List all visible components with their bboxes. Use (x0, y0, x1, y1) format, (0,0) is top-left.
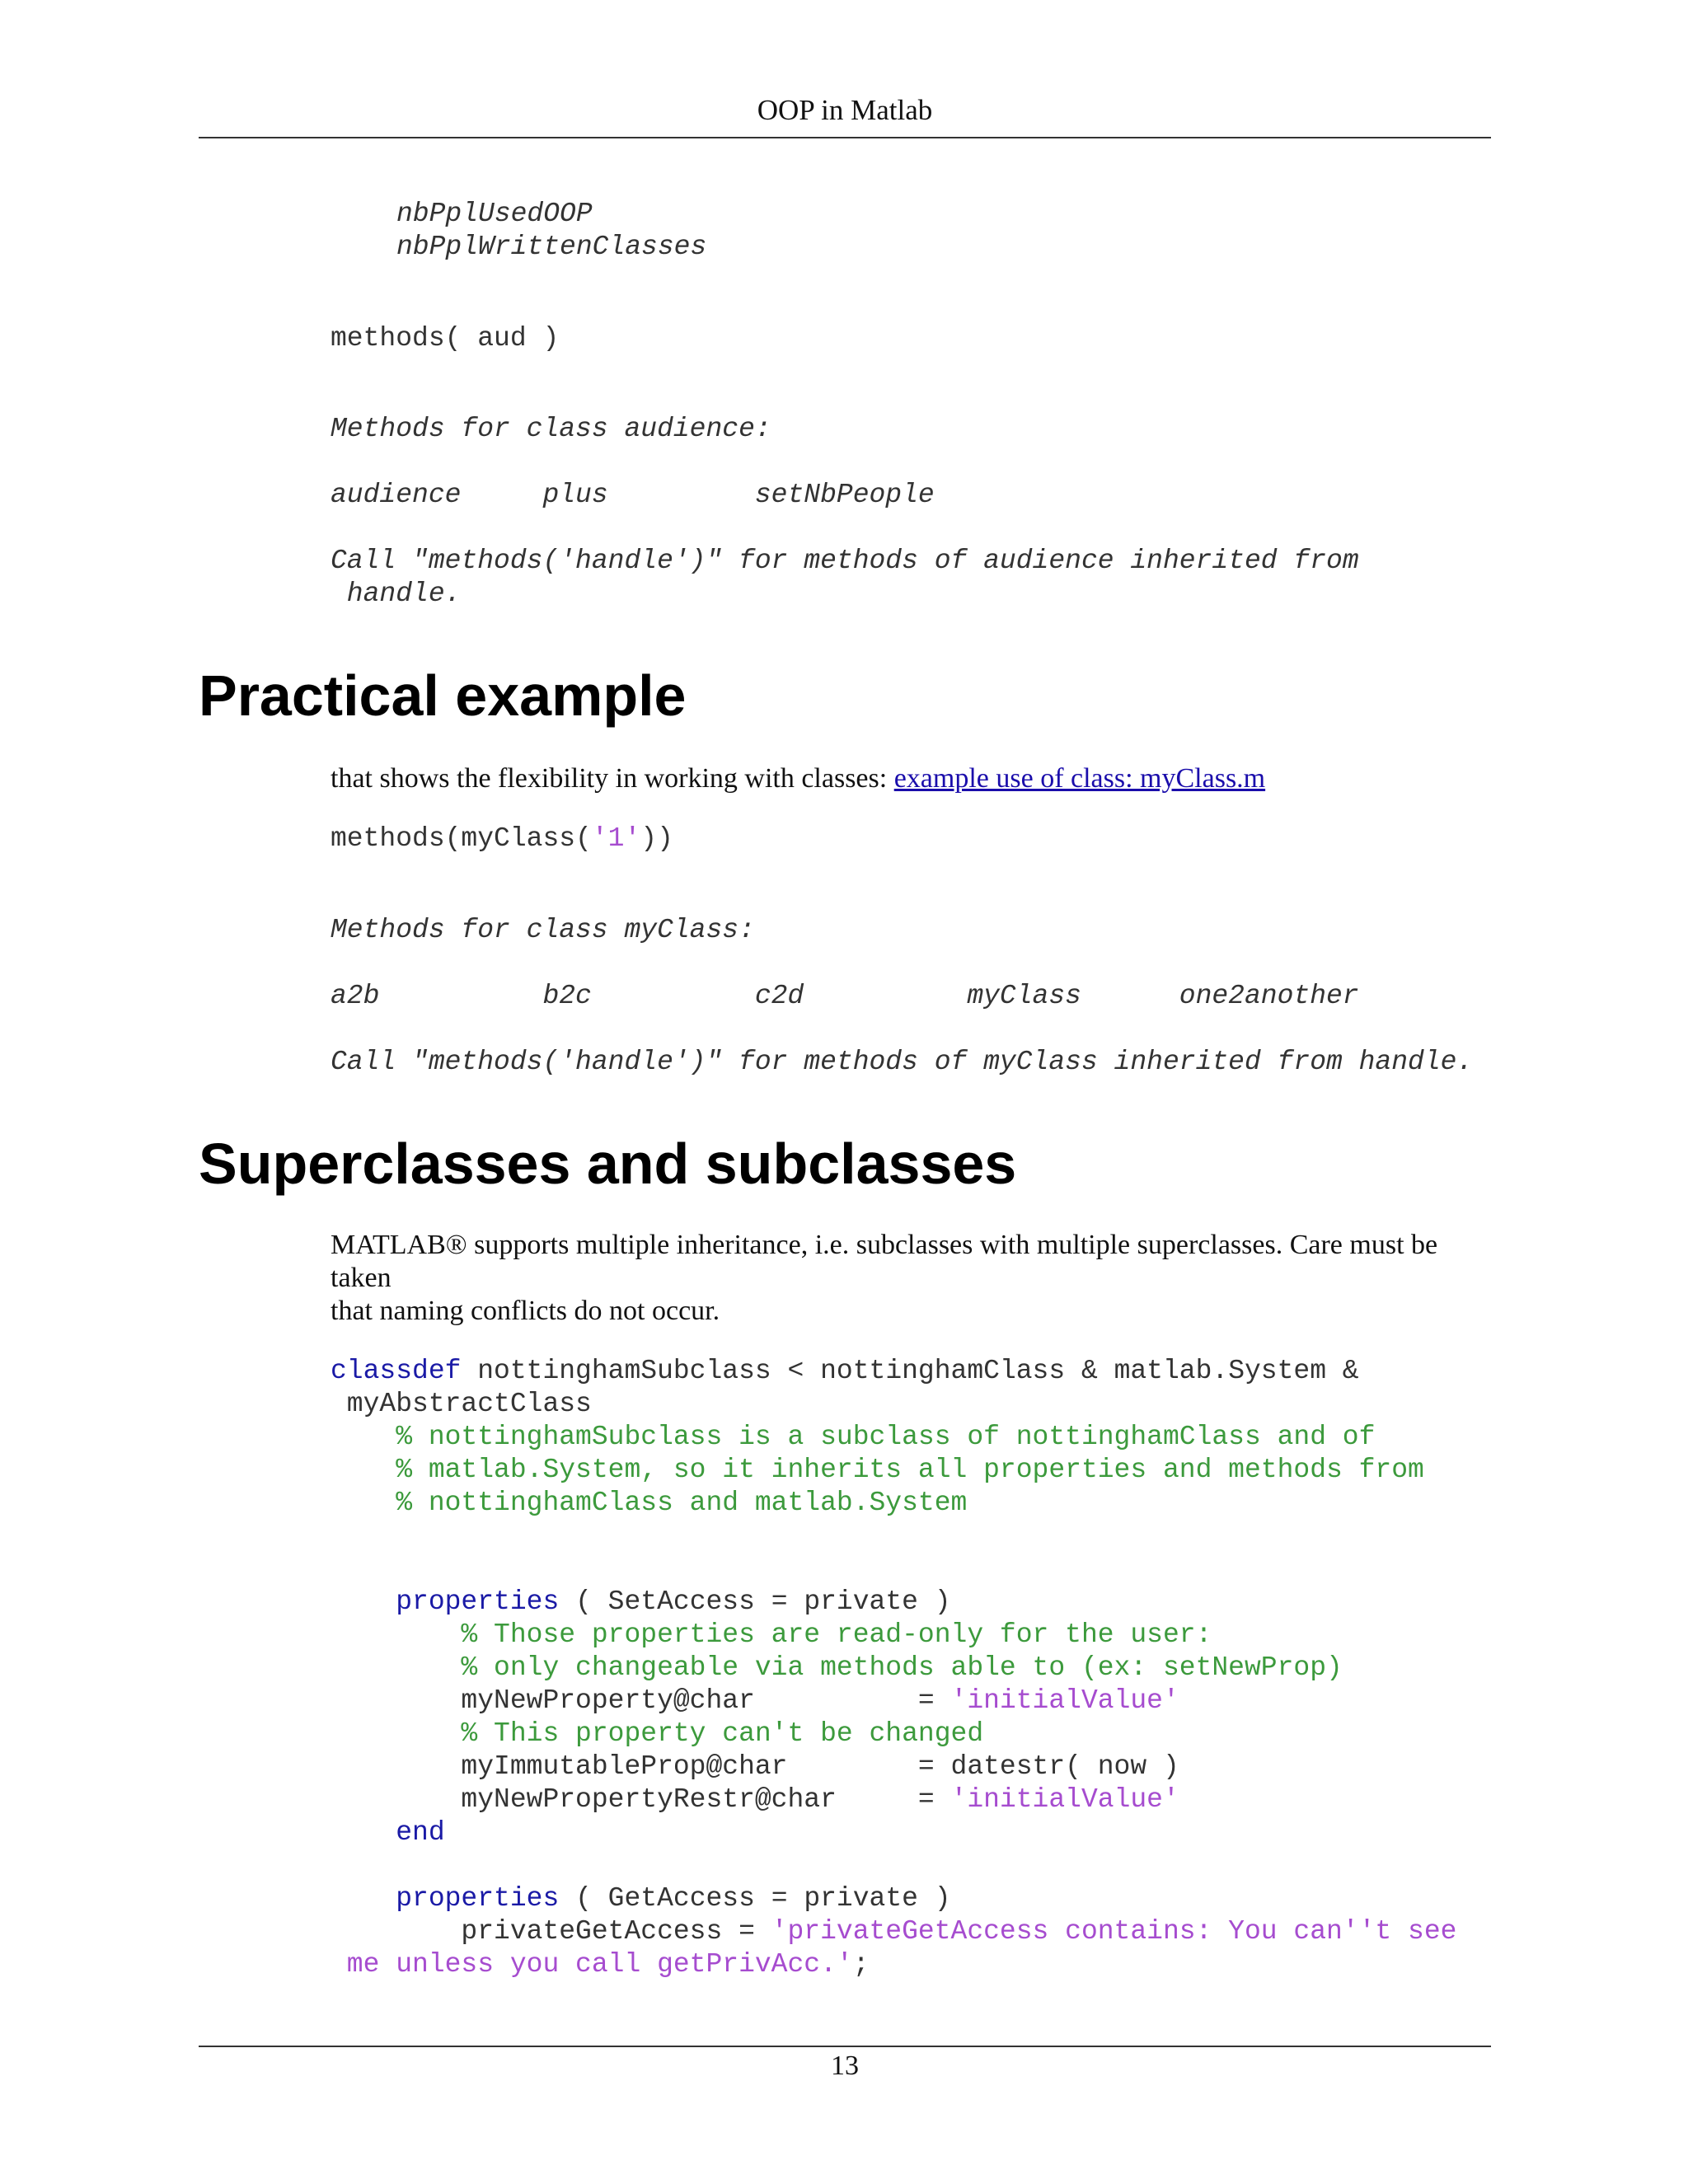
section-heading-superclasses: Superclasses and subclasses (199, 1132, 1017, 1196)
string-literal: '1' (591, 823, 641, 854)
code-line (331, 1586, 951, 1619)
code-line (331, 1783, 1179, 1816)
code-indent (331, 1817, 396, 1848)
code-fragment: nottinghamSubclass < nottinghamClass & matlab.System & (461, 1356, 1359, 1386)
code-fragment: ( SetAccess = private ) (559, 1586, 951, 1617)
code-fragment: ( GetAccess = private ) (559, 1883, 951, 1914)
keyword: properties (396, 1586, 560, 1617)
keyword: classdef (331, 1356, 462, 1386)
methods-list: a2b b2c c2d myClass one2another (331, 981, 1359, 1011)
methods-list: audience plus setNbPeople (331, 480, 935, 510)
code-line (331, 1685, 1179, 1718)
code-indent (331, 1883, 396, 1914)
code-line: myImmutableProp@char = datestr( now ) (331, 1751, 1179, 1782)
code-comment: % only changeable via methods able to (ex: setNewProp) (331, 1652, 1343, 1683)
paragraph-line: that naming conflicts do not occur. (331, 1296, 720, 1326)
code-comment: % Those properties are read-only for the user: (331, 1619, 1212, 1650)
page-header: OOP in Matlab (757, 94, 933, 126)
code-line (331, 1915, 1456, 1948)
code-fragment: ; (852, 1949, 870, 1980)
example-link[interactable]: example use of class: myClass.m (893, 763, 1266, 794)
inherit-note: Call "methods('handle')" for methods of audience inherited from (331, 546, 1359, 576)
code-call: methods( aud ) (331, 323, 560, 354)
code-comment: % This property can't be changed (331, 1718, 984, 1749)
code-comment: % nottinghamSubclass is a subclass of nottinghamClass and of (331, 1422, 1376, 1452)
inherit-note: handle. (331, 579, 462, 609)
footer-rule (199, 2046, 1491, 2047)
code-fragment: )) (640, 823, 673, 854)
code-call (331, 823, 673, 855)
code-fragment: myNewProperty@char = (331, 1685, 951, 1716)
code-line (331, 1355, 1359, 1388)
methods-header: Methods for class audience: (331, 414, 771, 444)
code-fragment: methods(myClass( (331, 823, 592, 854)
code-comment: % matlab.System, so it inherits all properties and methods from (331, 1455, 1424, 1485)
paragraph-line: MATLAB® supports multiple inheritance, i.e. subclasses with multiple superclasses. Care must be taken (331, 1230, 1438, 1293)
methods-header: Methods for class myClass: (331, 915, 755, 945)
string-literal: 'initialValue' (950, 1685, 1179, 1716)
keyword: properties (396, 1883, 560, 1914)
code-fragment: myNewPropertyRestr@char = (331, 1784, 951, 1815)
code-comment: % nottinghamClass and matlab.System (331, 1488, 968, 1518)
property-name: nbPplUsedOOP (396, 199, 593, 229)
body-paragraph (331, 1229, 1491, 1328)
intro-paragraph (331, 762, 1491, 795)
string-literal: 'initialValue' (950, 1784, 1179, 1815)
inherit-note: Call "methods('handle')" for methods of myClass inherited from handle. (331, 1047, 1474, 1077)
keyword: end (396, 1817, 445, 1848)
header-rule (199, 137, 1491, 138)
section-heading-practical-example: Practical example (199, 663, 687, 728)
code-line (331, 1882, 951, 1915)
code-line: myAbstractClass (331, 1389, 592, 1419)
code-fragment: privateGetAccess = (331, 1916, 771, 1947)
property-name: nbPplWrittenClasses (396, 232, 707, 262)
code-line (331, 1948, 870, 1981)
string-literal: 'privateGetAccess contains: You can''t see (771, 1916, 1457, 1947)
string-literal: me unless you call getPrivAcc.' (331, 1949, 853, 1980)
code-indent (331, 1586, 396, 1617)
page-number: 13 (831, 2050, 859, 2081)
intro-text: that shows the flexibility in working with classes: (331, 763, 894, 794)
code-line (331, 1816, 445, 1849)
